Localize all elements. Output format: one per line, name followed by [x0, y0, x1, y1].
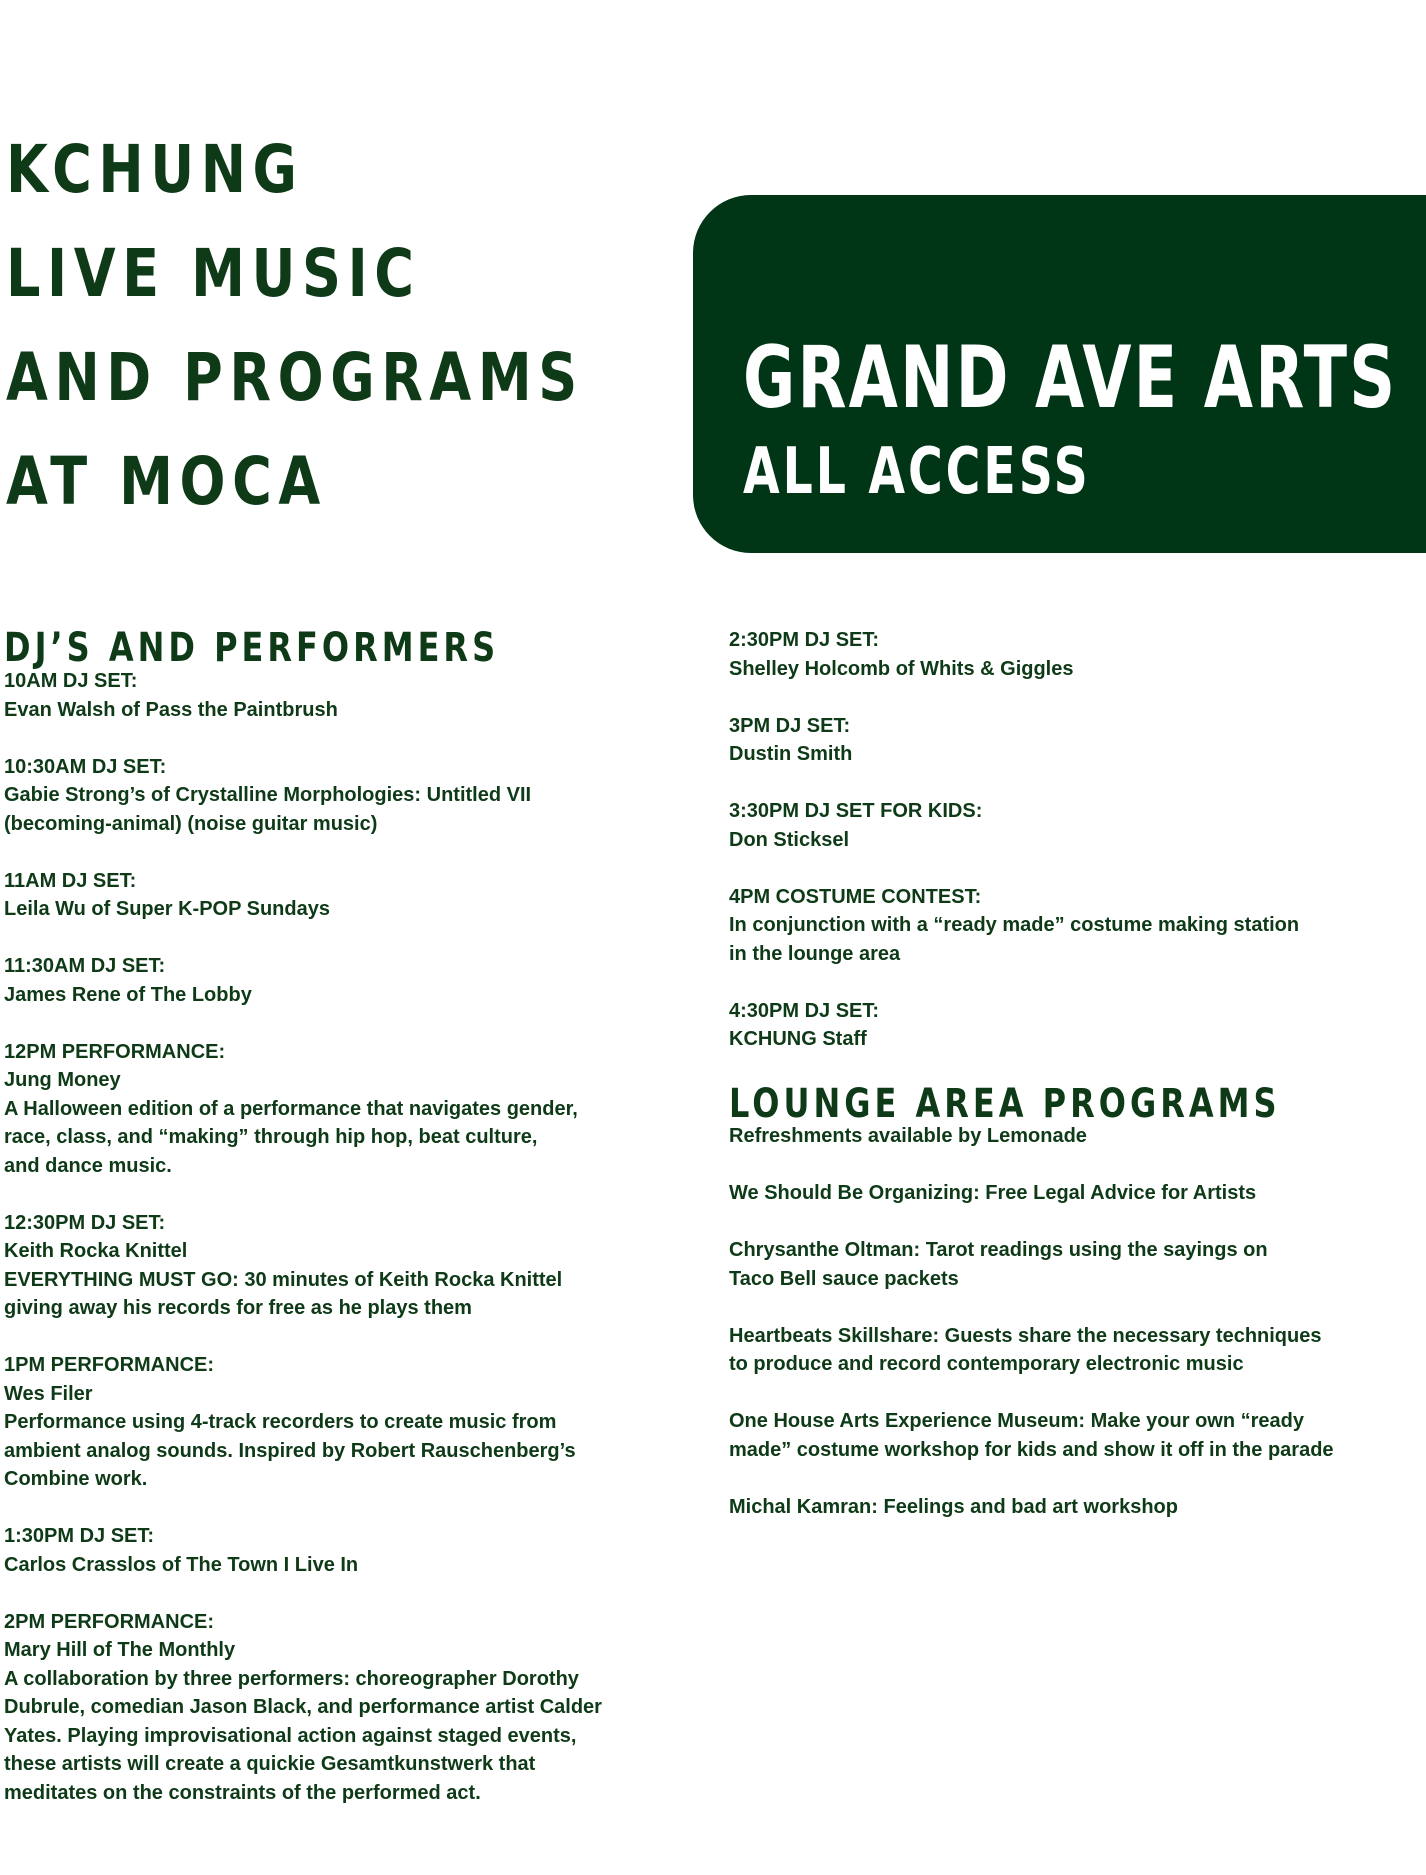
entry-text: A collaboration by three performers: choreographer Dorothy [4, 1667, 579, 1690]
entry-text: Combine work. [4, 1468, 148, 1490]
entry-text: EVERYTHING MUST GO: 30 minutes of Keith Rocka Knittel [4, 1268, 563, 1291]
title-line: LIVE MUSIC [6, 235, 421, 312]
entry-text: giving away his records for free as he plays them [4, 1297, 472, 1319]
entry-text: A Halloween edition of a performance that navigates gender, [4, 1097, 578, 1120]
banner-subtitle: ALL ACCESS [743, 435, 1091, 509]
entry-text: ambient analog sounds. Inspired by Robert Rauschenberg’s [4, 1439, 576, 1462]
entry-text: Jung Money [4, 1069, 121, 1091]
lounge-program-list [729, 1122, 1419, 1521]
section-heading-lounge: LOUNGE AREA PROGRAMS [729, 1081, 1281, 1127]
schedule-entry [729, 626, 1419, 683]
entry-heading: 11:30AM DJ SET: [4, 955, 166, 977]
schedule-entry [729, 1236, 1419, 1293]
entry-heading: Refreshments available by Lemonade [729, 1125, 1087, 1147]
entry-text: in the lounge area [729, 942, 901, 965]
entry-heading: One House Arts Experience Museum: Make your own “ready [729, 1410, 1304, 1432]
schedule-list-left [4, 667, 684, 1807]
schedule-entry [729, 1493, 1419, 1522]
entry-text: Dubrule, comedian Jason Black, and performance artist Calder [4, 1696, 602, 1718]
event-banner [693, 195, 1426, 553]
entry-text: to produce and record contemporary electronic music [729, 1353, 1244, 1375]
entry-text: In conjunction with a “ready made” costume making station [729, 914, 1300, 936]
entry-heading: 2PM PERFORMANCE: [4, 1610, 215, 1633]
entry-heading: Chrysanthe Oltman: Tarot readings using the sayings on [729, 1239, 1268, 1261]
entry-text: Carlos Crasslos of The Town I Live In [4, 1553, 359, 1576]
schedule-entry [729, 1179, 1419, 1208]
entry-heading: We Should Be Organizing: Free Legal Advice for Artists [729, 1182, 1257, 1204]
entry-text: Taco Bell sauce packets [729, 1267, 959, 1290]
entry-text: race, class, and “making” through hip hop, beat culture, [4, 1126, 538, 1148]
schedule-entry [729, 883, 1419, 969]
entry-heading: Heartbeats Skillshare: Guests share the necessary techniques [729, 1324, 1322, 1347]
entry-text: Dustin Smith [729, 743, 853, 765]
schedule-entry [4, 1209, 684, 1323]
entry-heading: 12:30PM DJ SET: [4, 1211, 166, 1234]
entry-heading: 12PM PERFORMANCE: [4, 1040, 226, 1063]
entry-heading: 3:30PM DJ SET FOR KIDS: [729, 800, 983, 822]
schedule-entry [4, 952, 684, 1009]
entry-text: Keith Rocka Knittel [4, 1240, 188, 1262]
entry-heading: 10AM DJ SET: [4, 670, 138, 692]
entry-text: and dance music. [4, 1154, 172, 1177]
schedule-entry [729, 712, 1419, 769]
entry-text: (becoming-animal) (noise guitar music) [4, 812, 378, 835]
title-line: AT MOCA [6, 443, 327, 520]
schedule-entry [4, 1522, 684, 1579]
page-title [6, 118, 584, 534]
entry-text: Performance using 4-track recorders to create music from [4, 1411, 557, 1433]
entry-heading: 10:30AM DJ SET: [4, 755, 167, 778]
schedule-entry [4, 1038, 684, 1181]
schedule-entry [4, 667, 684, 724]
entry-heading: 4:30PM DJ SET: [729, 999, 880, 1022]
entry-text: James Rene of The Lobby [4, 983, 252, 1006]
schedule-entry [4, 1351, 684, 1494]
entry-heading: 1PM PERFORMANCE: [4, 1354, 215, 1376]
schedule-entry [729, 1322, 1419, 1379]
title-line: AND PROGRAMS [6, 339, 584, 416]
entry-heading: 3PM DJ SET: [729, 714, 851, 737]
schedule-entry [729, 1407, 1419, 1464]
entry-heading: 2:30PM DJ SET: [729, 629, 880, 651]
entry-heading: Michal Kamran: Feelings and bad art workshop [729, 1495, 1178, 1518]
entry-text: these artists will create a quickie Gesamtkunstwerk that [4, 1753, 536, 1775]
entry-text: Yates. Playing improvisational action against staged events, [4, 1724, 577, 1747]
entry-text: Wes Filer [4, 1382, 93, 1405]
entry-heading: 4PM COSTUME CONTEST: [729, 885, 982, 908]
schedule-list-right [729, 626, 1419, 1054]
schedule-column-right [729, 626, 1419, 1550]
entry-text: meditates on the constraints of the performed act. [4, 1781, 481, 1804]
entry-text: Mary Hill of The Monthly [4, 1639, 236, 1661]
entry-heading: 11AM DJ SET: [4, 869, 137, 892]
entry-text: Don Sticksel [729, 828, 850, 851]
schedule-column-left [4, 626, 684, 1836]
entry-text: Evan Walsh of Pass the Paintbrush [4, 698, 338, 721]
entry-text: Shelley Holcomb of Whits & Giggles [729, 657, 1074, 680]
schedule-entry [4, 1608, 684, 1808]
schedule-entry [4, 867, 684, 924]
section-heading-djs: DJ’S AND PERFORMERS [4, 625, 500, 671]
schedule-entry [729, 997, 1419, 1054]
schedule-entry [4, 753, 684, 839]
entry-text: Gabie Strong’s of Crystalline Morphologies: Untitled VII [4, 784, 532, 806]
entry-heading: 1:30PM DJ SET: [4, 1525, 155, 1547]
banner-title: GRAND AVE ARTS [743, 328, 1398, 428]
entry-text: made” costume workshop for kids and show it off in the parade [729, 1438, 1334, 1461]
entry-text: Leila Wu of Super K-POP Sundays [4, 898, 330, 920]
title-line: KCHUNG [6, 131, 304, 208]
entry-text: KCHUNG Staff [729, 1028, 867, 1050]
schedule-entry [729, 797, 1419, 854]
